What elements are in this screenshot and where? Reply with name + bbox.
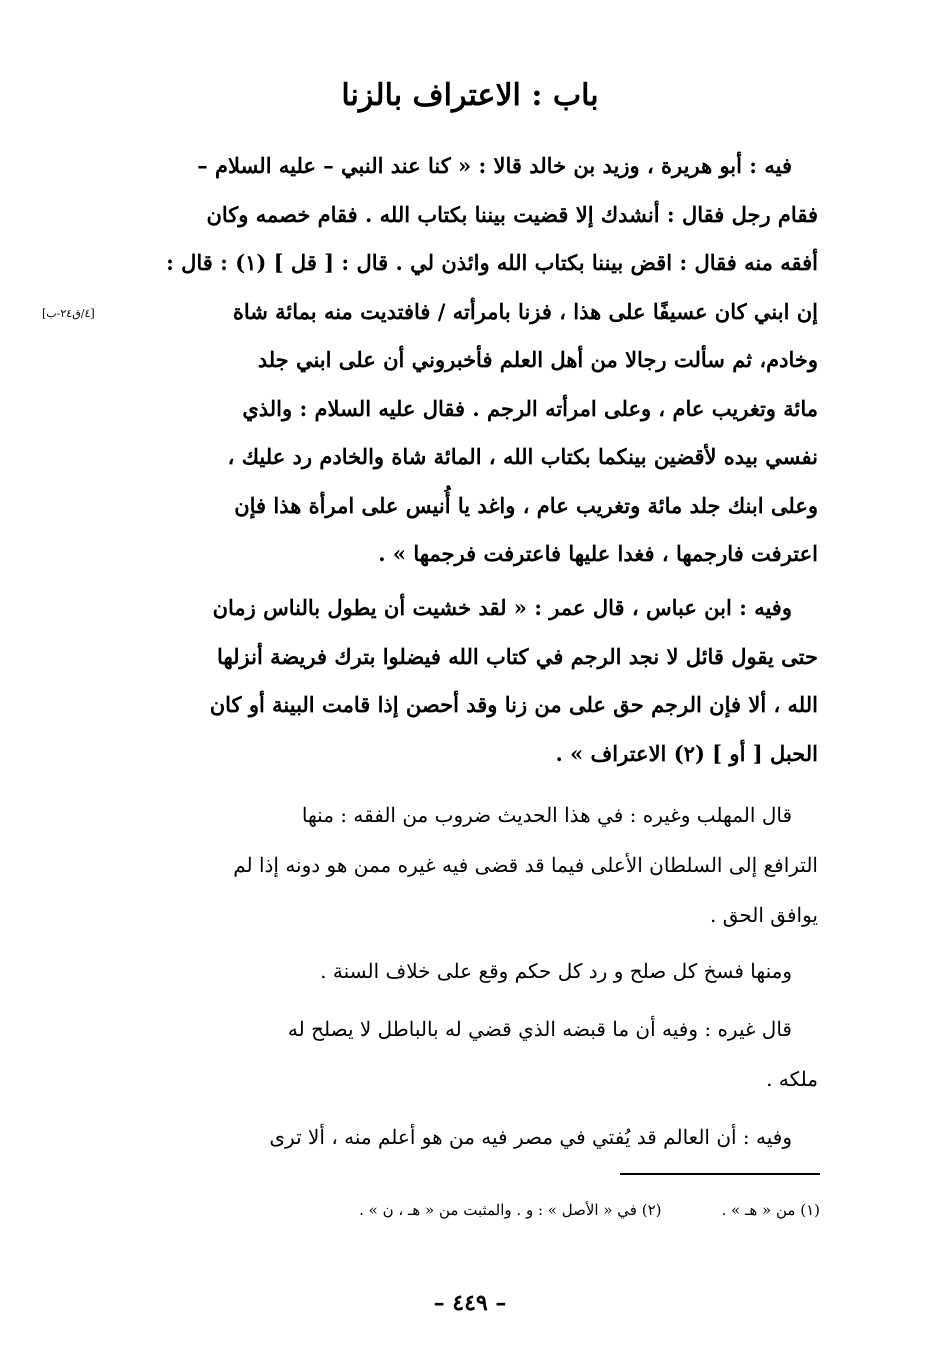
chapter-title: باب : الاعتراف بالزنا <box>341 78 599 113</box>
text-line: قال المهلب وغيره : في هذا الحديث ضروب من الفقه : منها <box>301 803 792 827</box>
text-line: فيه : أبو هريرة ، وزيد بن خالد قالا : « كنا عند النبي – عليه السلام – <box>197 153 792 178</box>
text-line: وفيه : ابن عباس ، قال عمر : « لقد خشيت أن يطول بالناس زمان <box>212 595 792 620</box>
text-line: نفسي بيده لأقضين بينكما بكتاب الله ، المائة شاة والخادم رد عليك ، <box>227 444 818 469</box>
text-line: ومنها فسخ كل صلح و رد كل حكم وقع على خلاف السنة . <box>320 959 792 983</box>
text-line: فقام رجل فقال : أنشدك إلا قضيت بيننا بكتاب الله . فقام خصمه وكان <box>206 201 818 227</box>
hadith-paragraph-2 <box>138 584 818 778</box>
text-line: إن ابني كان عسيفًا على هذا ، فزنا بامرأته / فافتديت منه بمائة شاة <box>232 298 818 324</box>
commentary-paragraph-4 <box>138 1112 818 1162</box>
text-line: ملكه . <box>766 1067 818 1091</box>
text-line: وفيه : أن العالم قد يُفتي في مصر فيه من هو أعلم منه ، ألا ترى <box>269 1125 792 1149</box>
text-line: حتى يقول قائل لا نجد الرجم في كتاب الله فيضلوا بترك فريضة أنزلها <box>217 643 818 669</box>
text-line: مائة وتغريب عام ، وعلى امرأته الرجم . فقال عليه السلام : والذي <box>242 395 818 421</box>
commentary-paragraph-1 <box>138 790 818 940</box>
text-line: يوافق الحق . <box>709 903 818 927</box>
text-line: اعترفت فارجمها ، فغدا عليها فاعترفت فرجمها » . <box>378 541 818 566</box>
text-line: أفقه منه فقال : اقض بيننا بكتاب الله وائذن لي . قال : [ قل ] (١) : قال : <box>166 250 818 275</box>
margin-folio-note: [٤/ق٢٤-ب] <box>42 307 95 320</box>
text-line: وعلى ابنك جلد مائة وتغريب عام ، واغد يا أُنيس على امرأة هذا فإن <box>234 492 818 518</box>
footnote-1: (١) من « هـ » . <box>721 1201 820 1219</box>
footnote-2: (٢) في « الأصل » : و . والمثبت من « هـ ، ن » . <box>359 1201 662 1219</box>
commentary-paragraph-3 <box>138 1004 818 1104</box>
text-line: الله ، ألا فإن الرجم حق على من زنا وقد أحصن إذا قامت البينة أو كان <box>209 692 818 717</box>
page-number: – ٤٤٩ – <box>433 1290 507 1316</box>
footnote-separator <box>620 1173 820 1175</box>
hadith-paragraph-1 <box>138 142 818 579</box>
text-line: وخادم، ثم سألت رجالا من أهل العلم فأخبروني أن على ابني جلد <box>257 347 818 372</box>
text-line: قال غيره : وفيه أن ما قبضه الذي قضي له بالباطل لا يصلح له <box>287 1017 792 1041</box>
commentary-paragraph-2 <box>138 946 818 996</box>
text-line: الترافع إلى السلطان الأعلى فيما قد قضى فيه غيره ممن هو دونه إذا لم <box>233 853 818 877</box>
footnotes <box>180 1198 820 1222</box>
text-line: الحبل [ أو ] (٢) الاعتراف » . <box>555 740 818 766</box>
